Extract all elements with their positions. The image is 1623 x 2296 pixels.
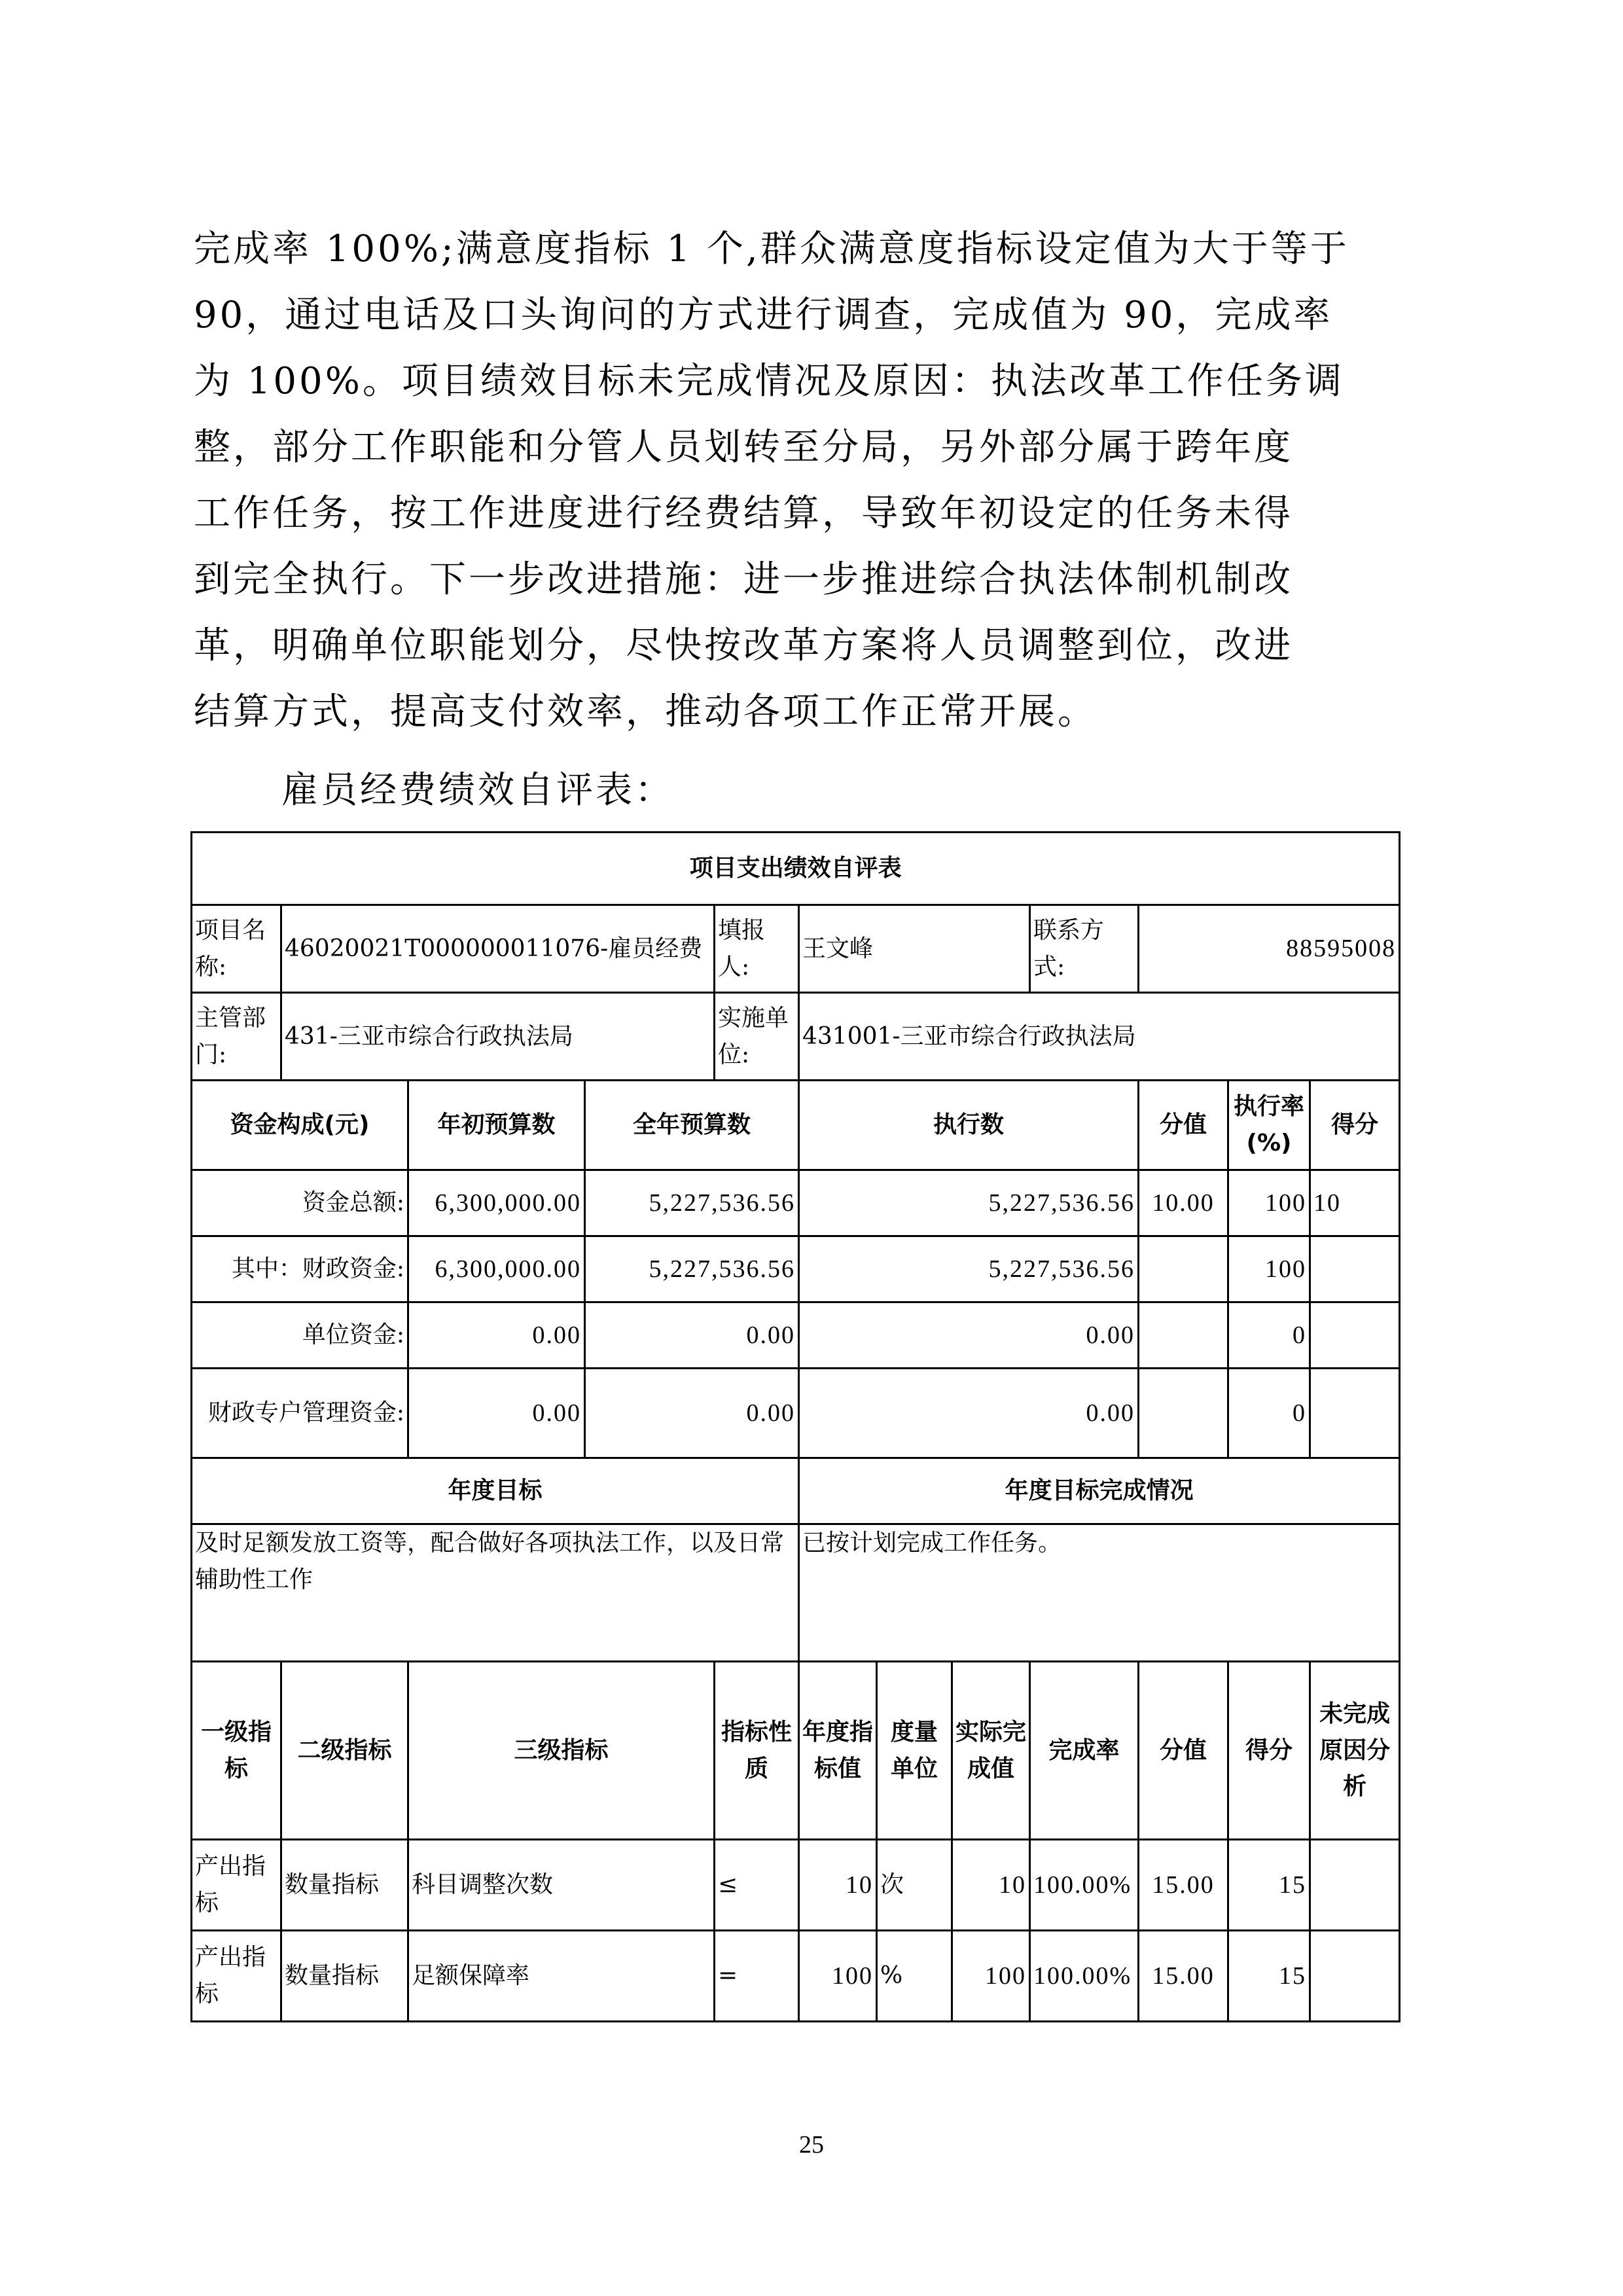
indicator-target: 100 [799,1931,877,2022]
indicator-l1: 产出指标 [192,1931,281,2022]
impl-label: 实施单位: [715,993,799,1081]
fund-initial: 6,300,000.00 [408,1236,585,1302]
contact-label: 联系方式: [1030,905,1139,993]
indicator-l2: 数量指标 [281,1840,408,1931]
indicator-header: 实际完成值 [952,1662,1030,1840]
body-paragraph [194,216,1437,745]
fund-annual: 5,227,536.56 [585,1236,799,1302]
goal-header: 年度目标 [192,1458,799,1524]
indicator-score: 15 [1228,1931,1310,2022]
indicator-actual: 100 [952,1931,1030,2022]
indicator-l3: 科目调整次数 [408,1840,715,1931]
fund-weight [1139,1369,1228,1458]
fund-label: 其中：财政资金: [192,1236,408,1302]
indicator-rate: 100.00% [1030,1840,1139,1931]
filler-label: 填报人: [715,905,799,993]
fund-header: 年初预算数 [408,1081,585,1170]
indicator-unit: % [877,1931,952,2022]
indicator-nature: = [715,1931,799,2022]
fund-row [192,1302,1400,1369]
paragraph-line: 完成率 100%;满意度指标 1 个,群众满意度指标设定值为大于等于 [194,228,1349,270]
fund-rate: 100 [1228,1236,1310,1302]
fund-header: 分值 [1139,1081,1228,1170]
fund-annual: 5,227,536.56 [585,1170,799,1236]
indicator-nature: ≤ [715,1840,799,1931]
indicator-reason [1310,1840,1400,1931]
project-name-value: 46020021T000000011076-雇员经费 [281,905,715,993]
indicator-header: 年度指标值 [799,1662,877,1840]
indicator-score: 15 [1228,1840,1310,1931]
fund-weight [1139,1302,1228,1369]
fund-weight [1139,1236,1228,1302]
paragraph-line: 为 100%。项目绩效目标未完成情况及原因：执法改革工作任务调 [194,360,1344,403]
indicator-reason [1310,1931,1400,2022]
fund-label: 财政专户管理资金: [192,1369,408,1458]
indicator-header: 分值 [1139,1662,1228,1840]
fund-annual: 0.00 [585,1302,799,1369]
fund-header: 资金构成(元) [192,1081,408,1170]
indicator-l2: 数量指标 [281,1931,408,2022]
goal-done-header: 年度目标完成情况 [799,1458,1400,1524]
indicator-actual: 10 [952,1840,1030,1931]
indicator-row [192,1931,1400,2022]
indicator-header: 一级指标 [192,1662,281,1840]
dept-label: 主管部门: [192,993,281,1081]
goal-done-text: 已按计划完成工作任务。 [799,1524,1400,1662]
self-evaluation-table [190,831,1400,2022]
indicator-header: 未完成原因分析 [1310,1662,1400,1840]
fund-row [192,1236,1400,1302]
table-caption: 雇员经费绩效自评表： [281,769,674,812]
paragraph-line: 工作任务，按工作进度进行经费结算，导致年初设定的任务未得 [194,492,1293,535]
fund-weight: 10.00 [1139,1170,1228,1236]
paragraph-line: 整，部分工作职能和分管人员划转至分局，另外部分属于跨年度 [194,426,1293,469]
paragraph-line: 90，通过电话及口头询问的方式进行调查，完成值为 90，完成率 [194,294,1333,336]
fund-annual: 0.00 [585,1369,799,1458]
fund-label: 单位资金: [192,1302,408,1369]
contact-value: 88595008 [1139,905,1400,993]
indicator-header: 指标性质 [715,1662,799,1840]
fund-score: 10 [1310,1170,1400,1236]
indicator-weight: 15.00 [1139,1840,1228,1931]
indicator-header: 完成率 [1030,1662,1139,1840]
fund-rate: 0 [1228,1302,1310,1369]
fund-label: 资金总额: [192,1170,408,1236]
fund-initial: 0.00 [408,1302,585,1369]
indicator-l3: 足额保障率 [408,1931,715,2022]
fund-header: 执行数 [799,1081,1139,1170]
fund-executed: 0.00 [799,1369,1139,1458]
fund-initial: 0.00 [408,1369,585,1458]
indicator-header: 度量单位 [877,1662,952,1840]
fund-header: 执行率(%) [1228,1081,1310,1170]
filler-value: 王文峰 [799,905,1030,993]
paragraph-line: 到完全执行。下一步改进措施：进一步推进综合执法体制机制改 [194,558,1293,601]
indicator-rate: 100.00% [1030,1931,1139,2022]
indicator-unit: 次 [877,1840,952,1931]
fund-rate: 100 [1228,1170,1310,1236]
fund-rate: 0 [1228,1369,1310,1458]
fund-header: 全年预算数 [585,1081,799,1170]
project-name-label: 项目名称: [192,905,281,993]
fund-header: 得分 [1310,1081,1400,1170]
fund-executed: 5,227,536.56 [799,1236,1139,1302]
fund-row [192,1170,1400,1236]
indicator-l1: 产出指标 [192,1840,281,1931]
fund-executed: 0.00 [799,1302,1139,1369]
goal-text: 及时足额发放工资等，配合做好各项执法工作，以及日常辅助性工作 [192,1524,799,1662]
indicator-header: 得分 [1228,1662,1310,1840]
paragraph-line: 革，明确单位职能划分，尽快按改革方案将人员调整到位，改进 [194,624,1293,667]
fund-initial: 6,300,000.00 [408,1170,585,1236]
indicator-target: 10 [799,1840,877,1931]
page-number: 25 [799,2131,824,2159]
fund-row [192,1369,1400,1458]
table-title: 项目支出绩效自评表 [192,833,1400,905]
dept-value: 431-三亚市综合行政执法局 [281,993,715,1081]
indicator-header: 二级指标 [281,1662,408,1840]
impl-value: 431001-三亚市综合行政执法局 [799,993,1400,1081]
fund-executed: 5,227,536.56 [799,1170,1139,1236]
fund-score [1310,1236,1400,1302]
indicator-header: 三级指标 [408,1662,715,1840]
indicator-row [192,1840,1400,1931]
fund-score [1310,1369,1400,1458]
fund-score [1310,1302,1400,1369]
paragraph-line: 结算方式，提高支付效率，推动各项工作正常开展。 [194,691,1097,733]
indicator-weight: 15.00 [1139,1931,1228,2022]
